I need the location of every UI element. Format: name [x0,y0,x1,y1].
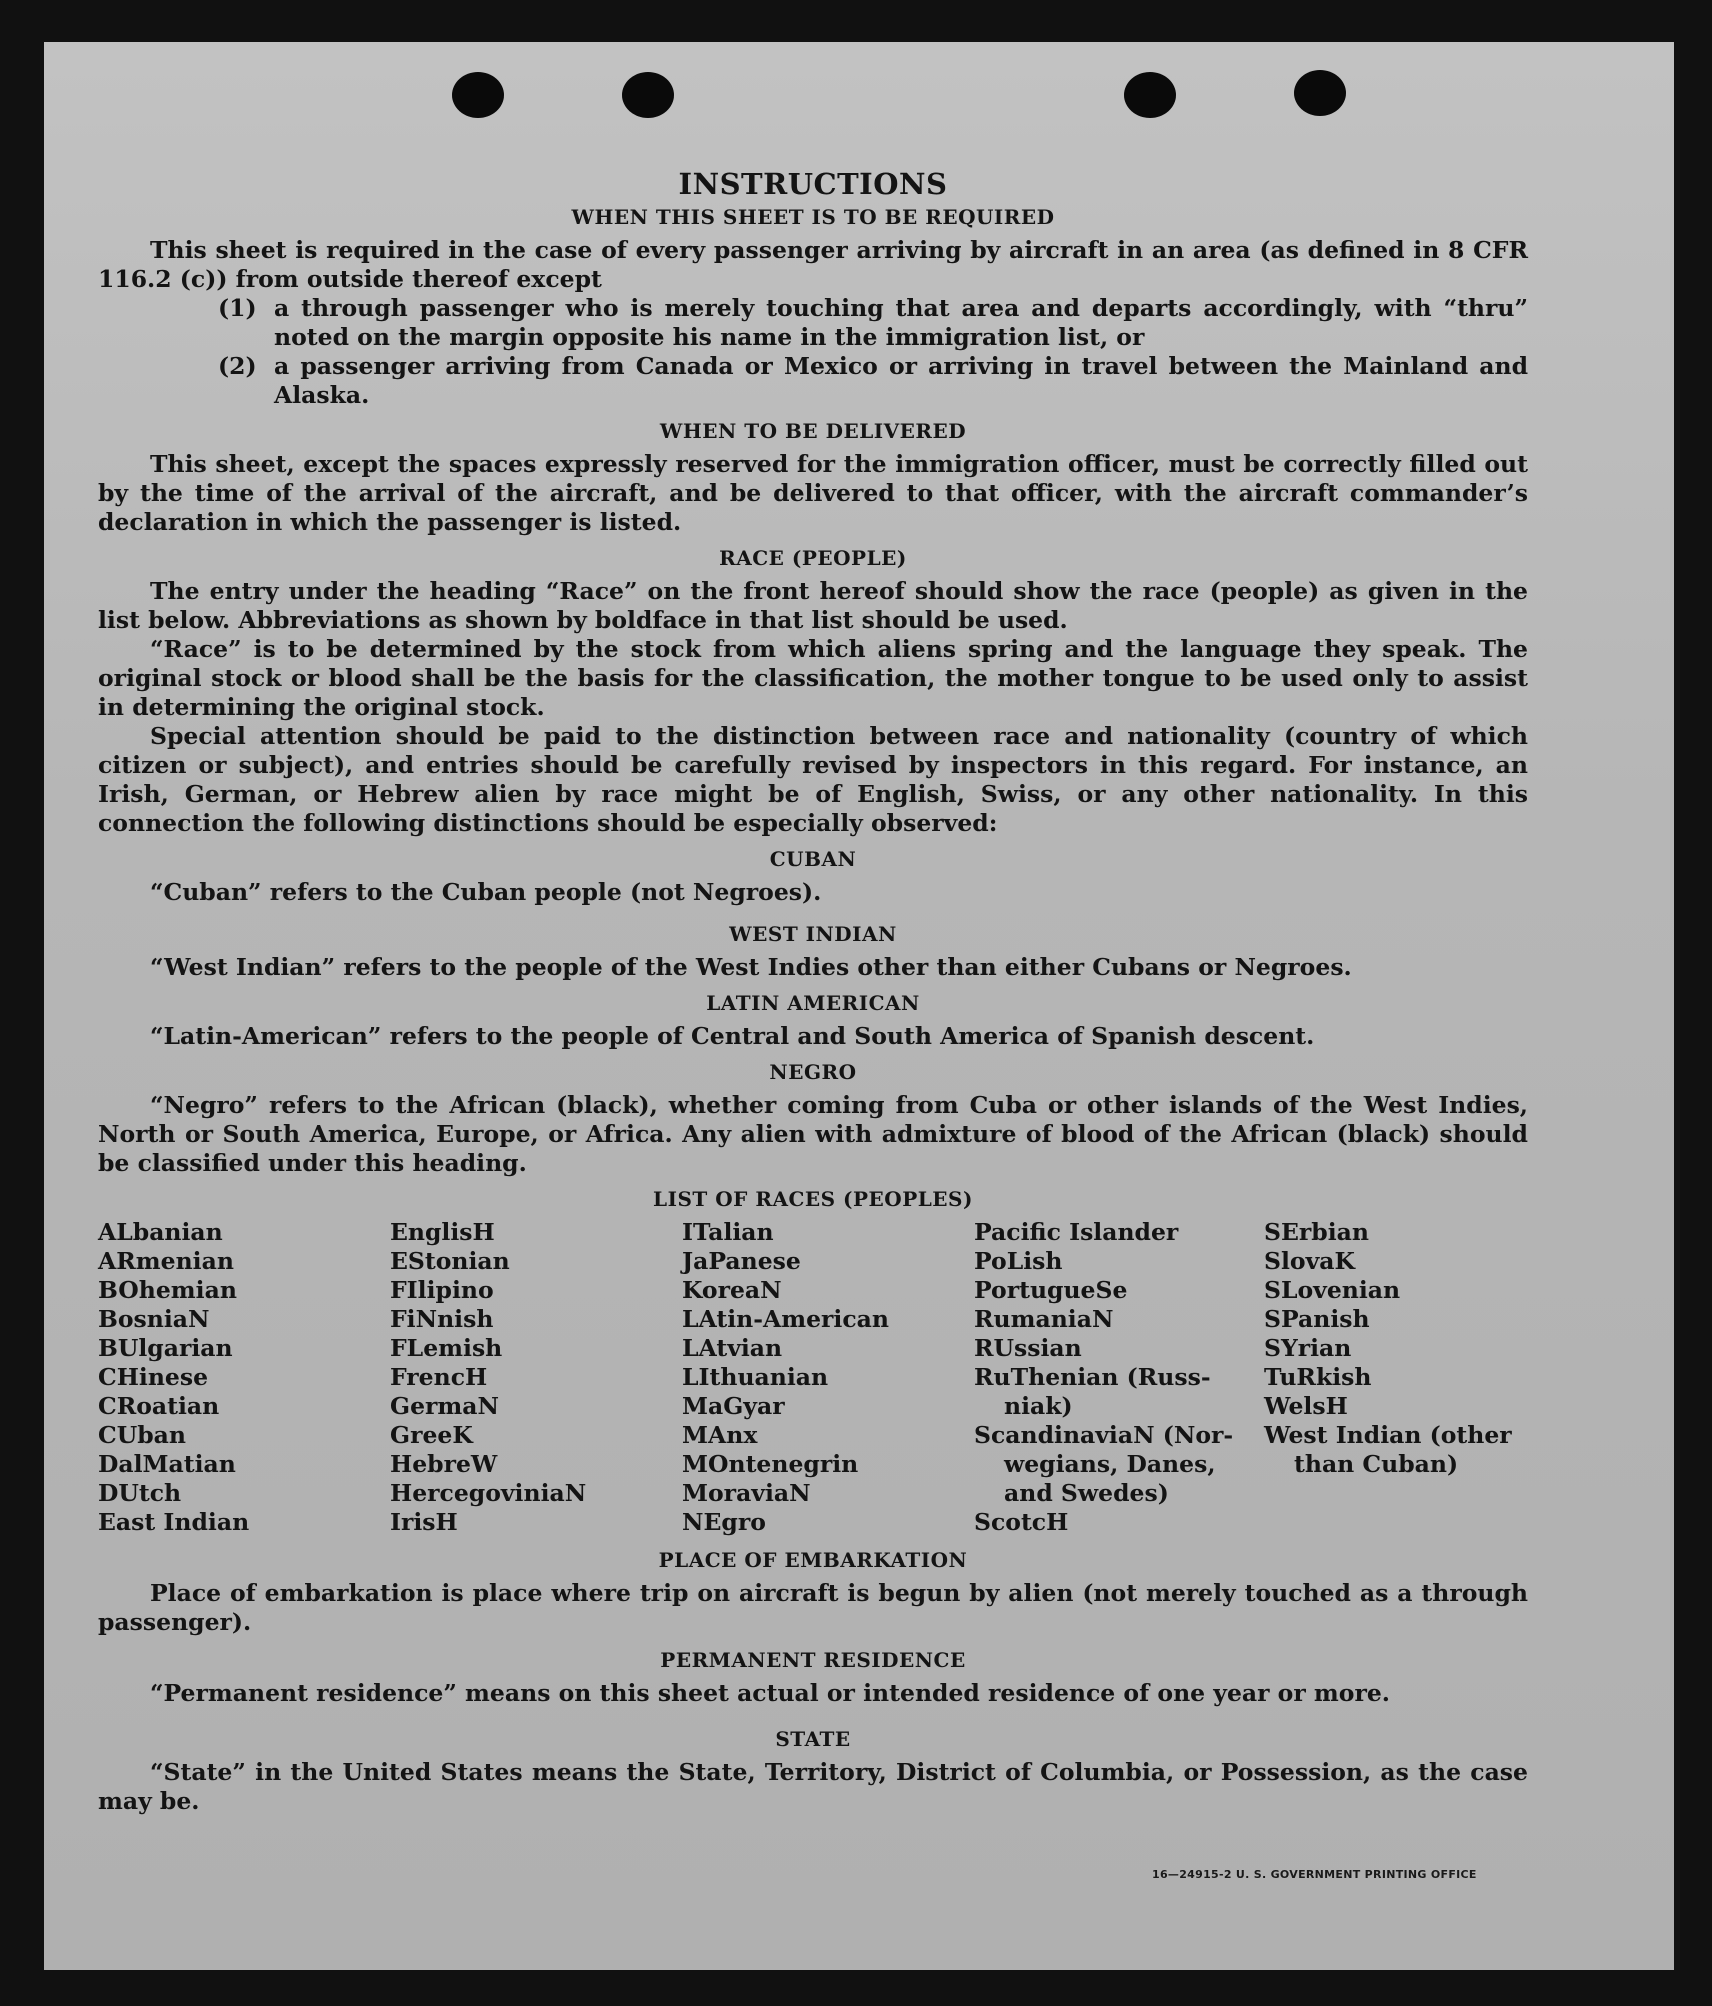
cuban-paragraph: “Cuban” refers to the Cuban people (not Negroes). [150,878,822,906]
race-entry: CUban [98,1421,186,1449]
document-sheet [44,42,1674,1970]
race-entry: and Swedes) [1004,1479,1169,1507]
item-text: a through passenger who is merely touching that area and departs accordingly, with “thru” noted on the margin opposite his name in the immigration list, or [274,294,1528,351]
race-entry: wegians, Danes, [1004,1450,1216,1478]
item-number: (1) [218,294,257,322]
race-entry: ScotcH [974,1508,1069,1536]
race-entry: FrencH [390,1363,488,1391]
race-entry: ITalian [682,1218,774,1246]
section-heading-latin-american: LATIN AMERICAN [706,991,920,1015]
race-entry: HebreW [390,1450,498,1478]
race-column [682,1218,974,1537]
race-entry: BUlgarian [98,1334,233,1362]
race-entry: SLovenian [1264,1276,1401,1304]
race-entry: GermaN [390,1392,499,1420]
race-column [98,1218,390,1537]
race-entry: PortugueSe [974,1276,1128,1304]
latin-american-paragraph: “Latin-American” refers to the people of Central and South America of Spanish descent. [150,1022,1315,1050]
race-entry: MaGyar [682,1392,785,1420]
race-paragraph-3: Special attention should be paid to the distinction between race and nationality (country of which citizen or subject), and entries should be carefully revised by inspectors in this regard. For instance, an Irish, German, or Hebrew alien by race might be of English, Swiss, or any other nationality. In this connection the following distinctions should be especially observed: [98,722,1528,837]
race-entry: JaPanese [682,1247,801,1275]
race-entry: FiNnish [390,1305,494,1333]
race-entry: LAtvian [682,1334,783,1362]
west-indian-paragraph: “West Indian” refers to the people of the West Indies other than either Cubans or Negroes. [150,953,1352,981]
race-entry: RumaniaN [974,1305,1114,1333]
race-entry: FLemish [390,1334,503,1362]
race-entry: niak) [1004,1392,1073,1420]
race-entry: TuRkish [1264,1363,1372,1391]
race-paragraph-1: The entry under the heading “Race” on the front hereof should show the race (people) as given in the list below. Abbreviations as shown by boldface in that list should be used. [98,577,1528,634]
embarkation-paragraph: Place of embarkation is place where trip on aircraft is begun by alien (not merely touched as a through passenger). [98,1579,1528,1636]
race-entry: LIthuanian [682,1363,829,1391]
race-entry: CRoatian [98,1392,220,1420]
section-heading-delivered: WHEN TO BE DELIVERED [659,419,967,443]
item-text: a passenger arriving from Canada or Mexico or arriving in travel between the Mainland and Alaska. [274,352,1528,409]
section-heading-negro: NEGRO [769,1060,857,1084]
required-paragraph: This sheet is required in the case of every passenger arriving by aircraft in an area (as defined in 8 CFR 116.2 (c)) from outside thereof except [98,236,1528,293]
race-entry: MoraviaN [682,1479,811,1507]
section-heading-race: RACE (PEOPLE) [719,546,907,570]
punch-hole [1124,72,1176,118]
race-column [390,1218,682,1537]
section-heading-state: STATE [775,1727,851,1751]
race-entry: RUssian [974,1334,1082,1362]
section-heading-west-indian: WEST INDIAN [729,922,897,946]
permanent-residence-paragraph: “Permanent residence” means on this sheet actual or intended residence of one year or more. [150,1679,1390,1707]
race-entry: Pacific Islander [974,1218,1179,1246]
exception-item-1 [218,294,1528,352]
race-entry: than Cuban) [1294,1450,1459,1478]
negro-paragraph: “Negro” refers to the African (black), whether coming from Cuba or other islands of the West Indies, North or South America, Europe, or Africa. Any alien with admixture of blood of the African (black) should be classified under this heading. [98,1091,1528,1177]
race-entry: West Indian (other [1264,1421,1512,1449]
section-heading-required: WHEN THIS SHEET IS TO BE REQUIRED [571,205,1055,229]
race-entry: MOntenegrin [682,1450,859,1478]
instructions-body [98,166,1528,1816]
section-heading-cuban: CUBAN [769,847,857,871]
race-entry: EnglisH [390,1218,495,1246]
section-heading-embarkation: PLACE OF EMBARKATION [658,1548,968,1572]
race-entry: SYrian [1264,1334,1352,1362]
exception-item-2 [218,352,1528,410]
punch-hole [1294,70,1346,116]
race-entry: HercegoviniaN [390,1479,587,1507]
delivered-paragraph: This sheet, except the spaces expressly reserved for the immigration officer, must be correctly filled out by the time of the arrival of the aircraft, and be delivered to that officer, with the aircraft commander’s declaration in which the passenger is listed. [98,450,1528,536]
printing-office-code: 16—24915-2 U. S. GOVERNMENT PRINTING OFFICE [1152,1868,1477,1881]
race-column [974,1218,1264,1537]
race-paragraph-2: “Race” is to be determined by the stock from which aliens spring and the language they speak. The original stock or blood shall be the basis for the classification, the mother tongue to be used only to assist in determining the original stock. [98,635,1528,721]
race-entry: KoreaN [682,1276,782,1304]
race-entry: BosniaN [98,1305,210,1333]
race-entry: East Indian [98,1508,250,1536]
race-entry: CHinese [98,1363,209,1391]
race-entry: GreeK [390,1421,473,1449]
race-entry: ScandinaviaN (Nor- [974,1421,1234,1449]
race-entry: IrisH [390,1508,458,1536]
race-entry: WelsH [1264,1392,1348,1420]
race-entry: ARmenian [98,1247,234,1275]
race-entry: DUtch [98,1479,182,1507]
state-paragraph: “State” in the United States means the State, Territory, District of Columbia, or Possession, as the case may be. [98,1758,1528,1815]
race-entry: EStonian [390,1247,510,1275]
race-entry: SlovaK [1264,1247,1355,1275]
item-number: (2) [218,352,257,380]
section-heading-permanent-residence: PERMANENT RESIDENCE [660,1648,966,1672]
race-entry: RuThenian (Russ- [974,1363,1211,1391]
punch-hole [452,72,504,118]
race-entry: SErbian [1264,1218,1369,1246]
race-entry: DalMatian [98,1450,236,1478]
race-column [1264,1218,1524,1537]
race-entry: PoLish [974,1247,1063,1275]
race-list [98,1218,1528,1537]
race-entry: MAnx [682,1421,758,1449]
race-entry: LAtin-American [682,1305,889,1333]
race-entry: ALbanian [98,1218,223,1246]
race-entry: BOhemian [98,1276,237,1304]
race-entry: NEgro [682,1508,766,1536]
page-title: INSTRUCTIONS [678,167,948,201]
section-heading-race-list: LIST OF RACES (PEOPLES) [653,1187,973,1211]
race-entry: SPanish [1264,1305,1370,1333]
race-entry: FIlipino [390,1276,494,1304]
punch-hole [622,72,674,118]
